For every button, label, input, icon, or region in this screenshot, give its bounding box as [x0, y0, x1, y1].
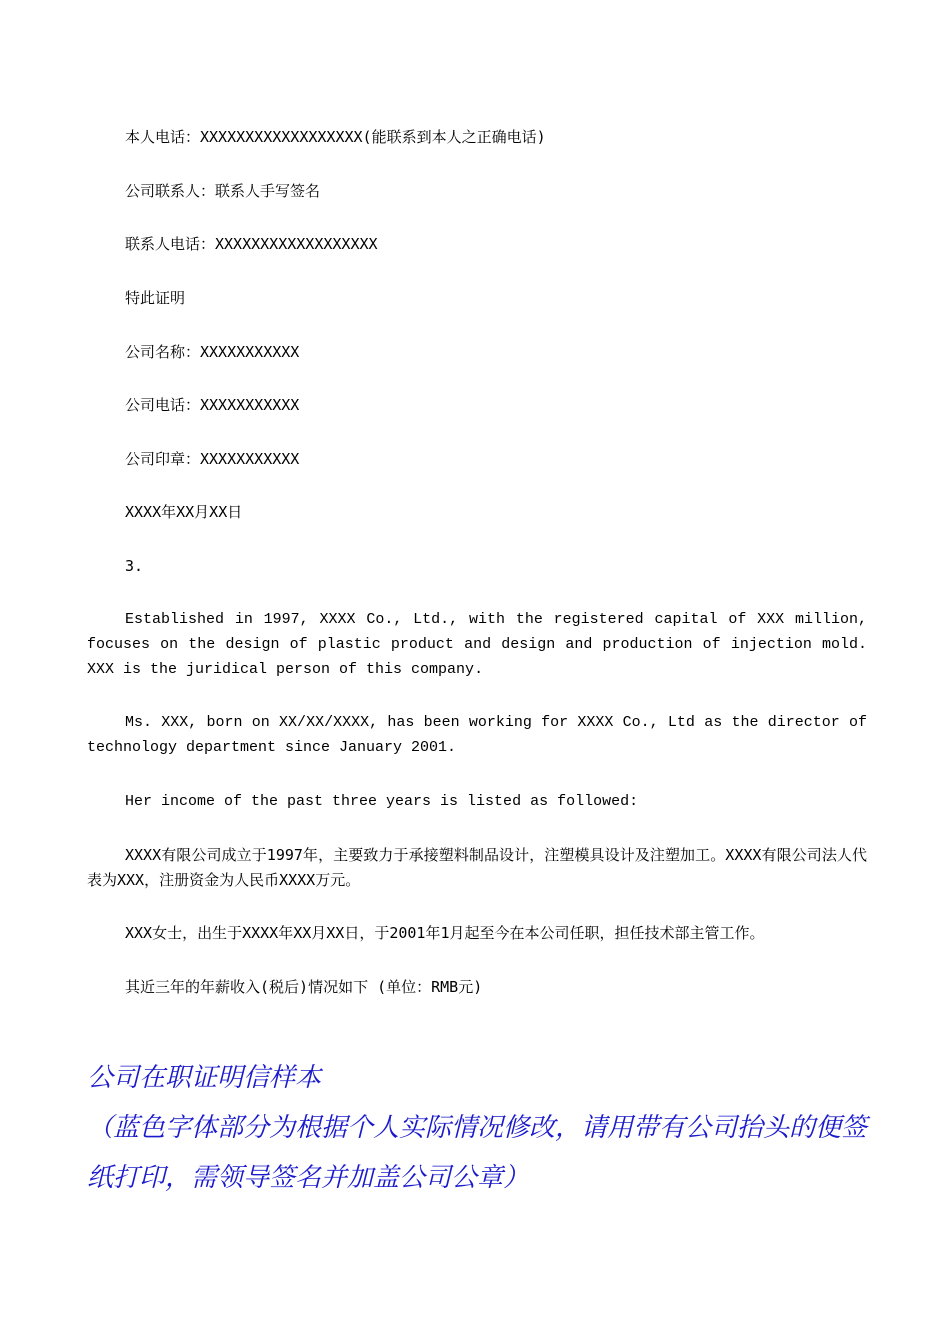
company-phone-line: 公司电话：XXXXXXXXXXX	[125, 396, 300, 414]
english-paragraph-2: Ms. XXX, born on XX/XX/XXXX, has been working for XXXX Co., Ltd as the director of technology department since January 2001.	[87, 714, 867, 756]
company-name-line: 公司名称：XXXXXXXXXXX	[125, 343, 300, 361]
chinese-paragraph-1: XXXX有限公司成立于1997年，主要致力于承接塑料制品设计，注塑模具设计及注塑加工。XXXX有限公司法人代表为XXX，注册资金为人民币XXXX万元。	[87, 846, 867, 889]
english-paragraph-1: Established in 1997, XXXX Co., Ltd., with the registered capital of XXX million, focuses on the design of plastic product and design and production of injection mold. XXX is the juridical person of this company.	[87, 611, 867, 678]
sample-note-instruction: （蓝色字体部分为根据个人实际情况修改，请用带有公司抬头的便签纸打印，需领导签名并加盖公司公章）	[87, 1113, 868, 1193]
own-phone-line: 本人电话：XXXXXXXXXXXXXXXXXX(能联系到本人之正确电话)	[125, 128, 546, 146]
chinese-paragraph-3: 其近三年的年薪收入(税后)情况如下 (单位：RMB元)	[125, 978, 483, 996]
date-line: XXXX年XX月XX日	[125, 503, 243, 521]
english-paragraph-3: Her income of the past three years is listed as followed:	[125, 793, 639, 810]
chinese-paragraph-2: XXX女士，出生于XXXX年XX月XX日，于2001年1月起至今在本公司任职，担任技术部主管工作。	[125, 924, 765, 942]
certify-line: 特此证明	[125, 289, 186, 307]
sample-note-title: 公司在职证明信样本	[87, 1063, 322, 1093]
contact-phone-line: 联系人电话：XXXXXXXXXXXXXXXXXX	[125, 235, 378, 253]
contact-person-line: 公司联系人：联系人手写签名	[125, 182, 321, 200]
company-seal-line: 公司印章：XXXXXXXXXXX	[125, 450, 300, 468]
section-number: 3.	[125, 557, 144, 575]
